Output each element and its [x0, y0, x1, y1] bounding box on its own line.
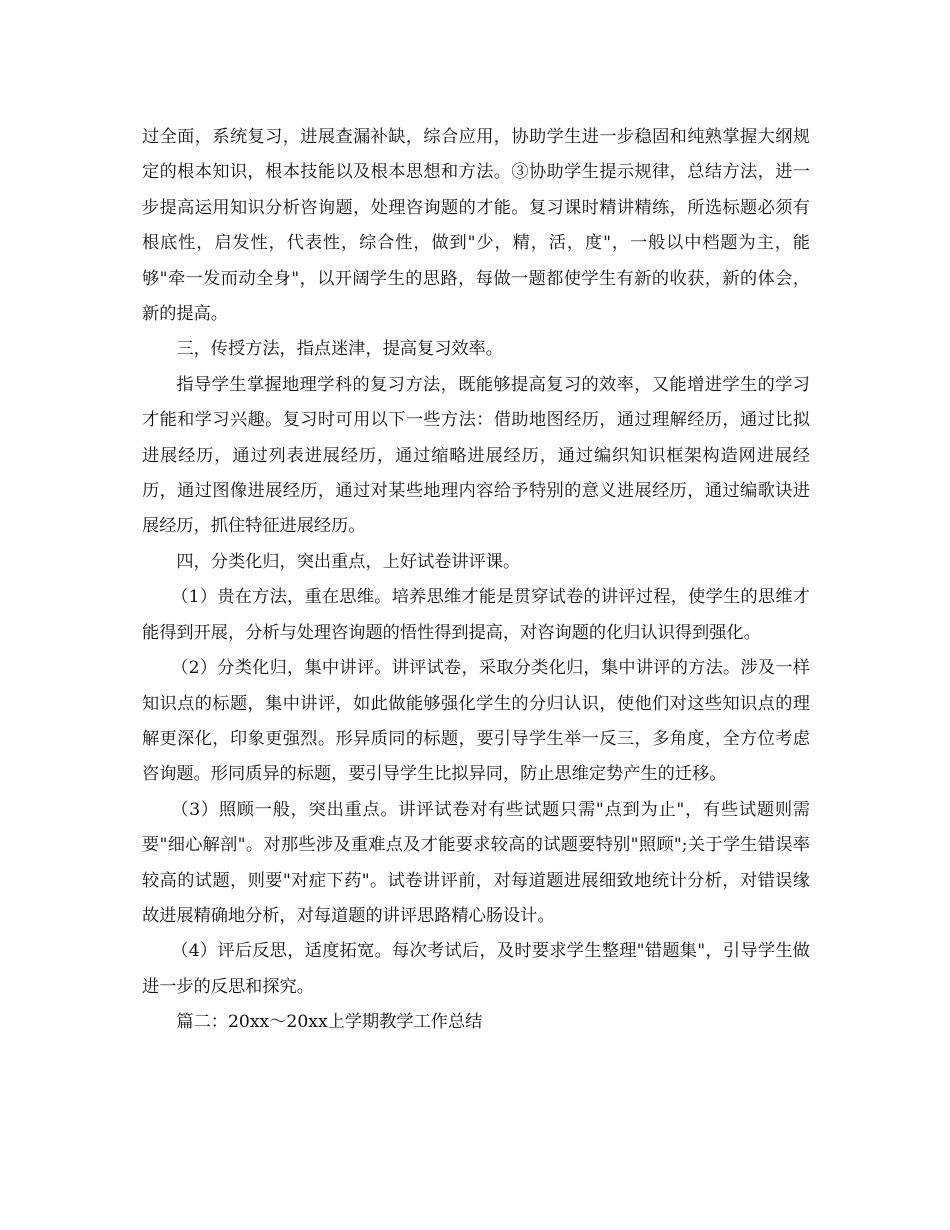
paragraph-review-methods: 指导学生掌握地理学科的复习方法，既能够提高复习的效率，又能增进学生的学习才能和学习兴趣。复习时可用以下一些方法：借助地图经历，通过理解经历，通过比拟进展经历，通过列表进展经历，通过缩略进展经历，通过编织知识框架构造网进展经历，通过图像进展经历，通过对某些地理内容给予特别的意义进展经历，通过编歌诀进展经历，抓住特征进展经历。 — [142, 374, 810, 537]
paragraph-item-1: （1）贵在方法，重在思维。培养思维才能是贯穿试卷的讲评过程，使学生的思维才能得到开展，分析与处理咨询题的悟性得到提高，对咨询题的化归认识得到强化。 — [142, 587, 810, 643]
paragraph-item-4: （4）评后反思，适度拓宽。每次考试后，及时要求学生整理"错题集"，引导学生做进一步的反思和探究。 — [142, 941, 810, 997]
document-body — [142, 120, 810, 1041]
section-heading-three: 三，传授方法，指点迷津，提高复习效率。 — [176, 339, 503, 360]
paragraph-item-2: （2）分类化归，集中讲评。讲评试卷，采取分类化归，集中讲评的方法。涉及一样知识点的标题，集中讲评，如此做能够强化学生的分归认识，使他们对这些知识点的理解更深化，印象更强烈。形异质同的标题，要引导学生举一反三，多角度，全方位考虑咨询题。形同质异的标题，要引导学生比拟异同，防止思维定势产生的迁移。 — [142, 658, 810, 785]
paragraph-continued: 过全面，系统复习，进展查漏补缺，综合应用，协助学生进一步稳固和纯熟掌握大纲规定的根本知识，根本技能以及根本思想和方法。③协助学生提示规律，总结方法，进一步提高运用知识分析咨询题，处理咨询题的才能。复习课时精讲精练，所选标题必须有根底性，启发性，代表性，综合性，做到"少，精，活，度"，一般以中档题为主，能够"牵一发而动全身"，以开阔学生的思路，每做一题都使学生有新的收获，新的体会，新的提高。 — [142, 127, 810, 325]
part-two-heading: 篇二：20xx～20xx上学期教学工作总结 — [176, 1012, 483, 1033]
paragraph-item-3: （3）照顾一般，突出重点。讲评试卷对有些试题只需"点到为止"，有些试题则需要"细心解剖"。对那些涉及重难点及才能要求较高的试题要特别"照顾";关于学生错误率较高的试题，则要"对症下药"。试卷讲评前，对每道题进展细致地统计分析，对错误缘故进展精确地分析，对每道题的讲评思路精心肠设计。 — [142, 799, 810, 926]
section-heading-four: 四，分类化归，突出重点，上好试卷讲评课。 — [176, 551, 521, 572]
